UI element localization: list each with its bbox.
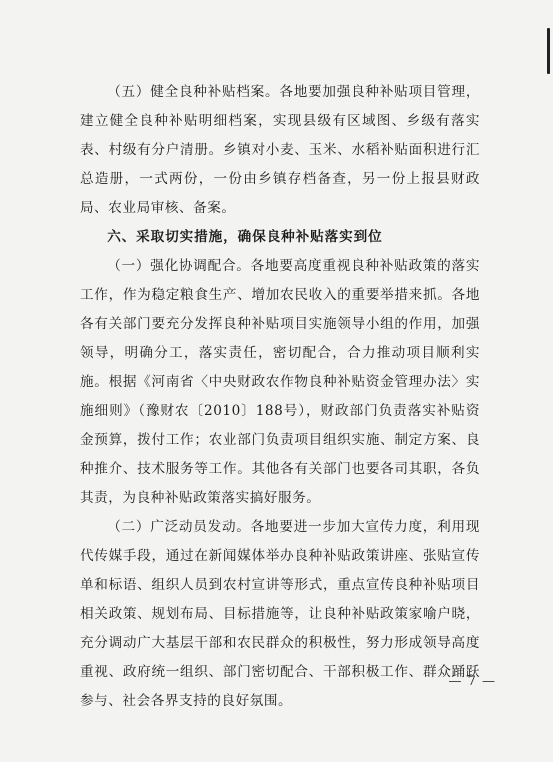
- paragraph-coordination: （一）强化协调配合。各地要高度重视良种补贴政策的落实工作，作为稳定粮食生产、增加农民收入的重要举措来抓。各地各有关部门要充分发挥良种补贴项目实施领导小组的作用，加强领导，明确分工，落实责任，密切配合，合力推动项目顺利实施。根据《河南省〈中央财政农作物良种补贴资金管理办法〉实施细则》（豫财农〔2010〕188号），财政部门负责落实补贴资金预算，拨付工作；农业部门负责项目组织实施、制定方案、良种推介、技术服务等工作。其他各有关部门也要各司其职，各负其责，为良种补贴政策落实搞好服务。: [80, 258, 480, 506]
- section-heading-six: 六、采取切实措施，确保良种补贴落实到位: [107, 229, 383, 245]
- paragraph-archive: （五）健全良种补贴档案。各地要加强良种补贴项目管理，建立健全良种补贴明细档案，实现县级有区域图、乡级有落实表、村级有分户清册。乡镇对小麦、玉米、水稻补贴面积进行汇总造册，一式两份，一份由乡镇存档备查，另一份上报县财政局、农业局审核、备案。: [80, 84, 480, 216]
- page-number: — 7 —: [448, 674, 496, 689]
- paragraph-mobilization: （二）广泛动员发动。各地要进一步加大宣传力度，利用现代传媒手段，通过在新闻媒体举办良种补贴政策讲座、张贴宣传单和标语、组织人员到农村宣讲等形式，重点宣传良种补贴项目相关政策、规划布局、目标措施等，让良种补贴政策家喻户晓，充分调动广大基层干部和农民群众的积极性，努力形成领导高度重视、政府统一组织、部门密切配合、干部积极工作、群众踊跃参与、社会各界支持的良好氛围。: [80, 519, 480, 709]
- binding-edge-mark: [547, 28, 550, 74]
- body-text: [80, 78, 480, 716]
